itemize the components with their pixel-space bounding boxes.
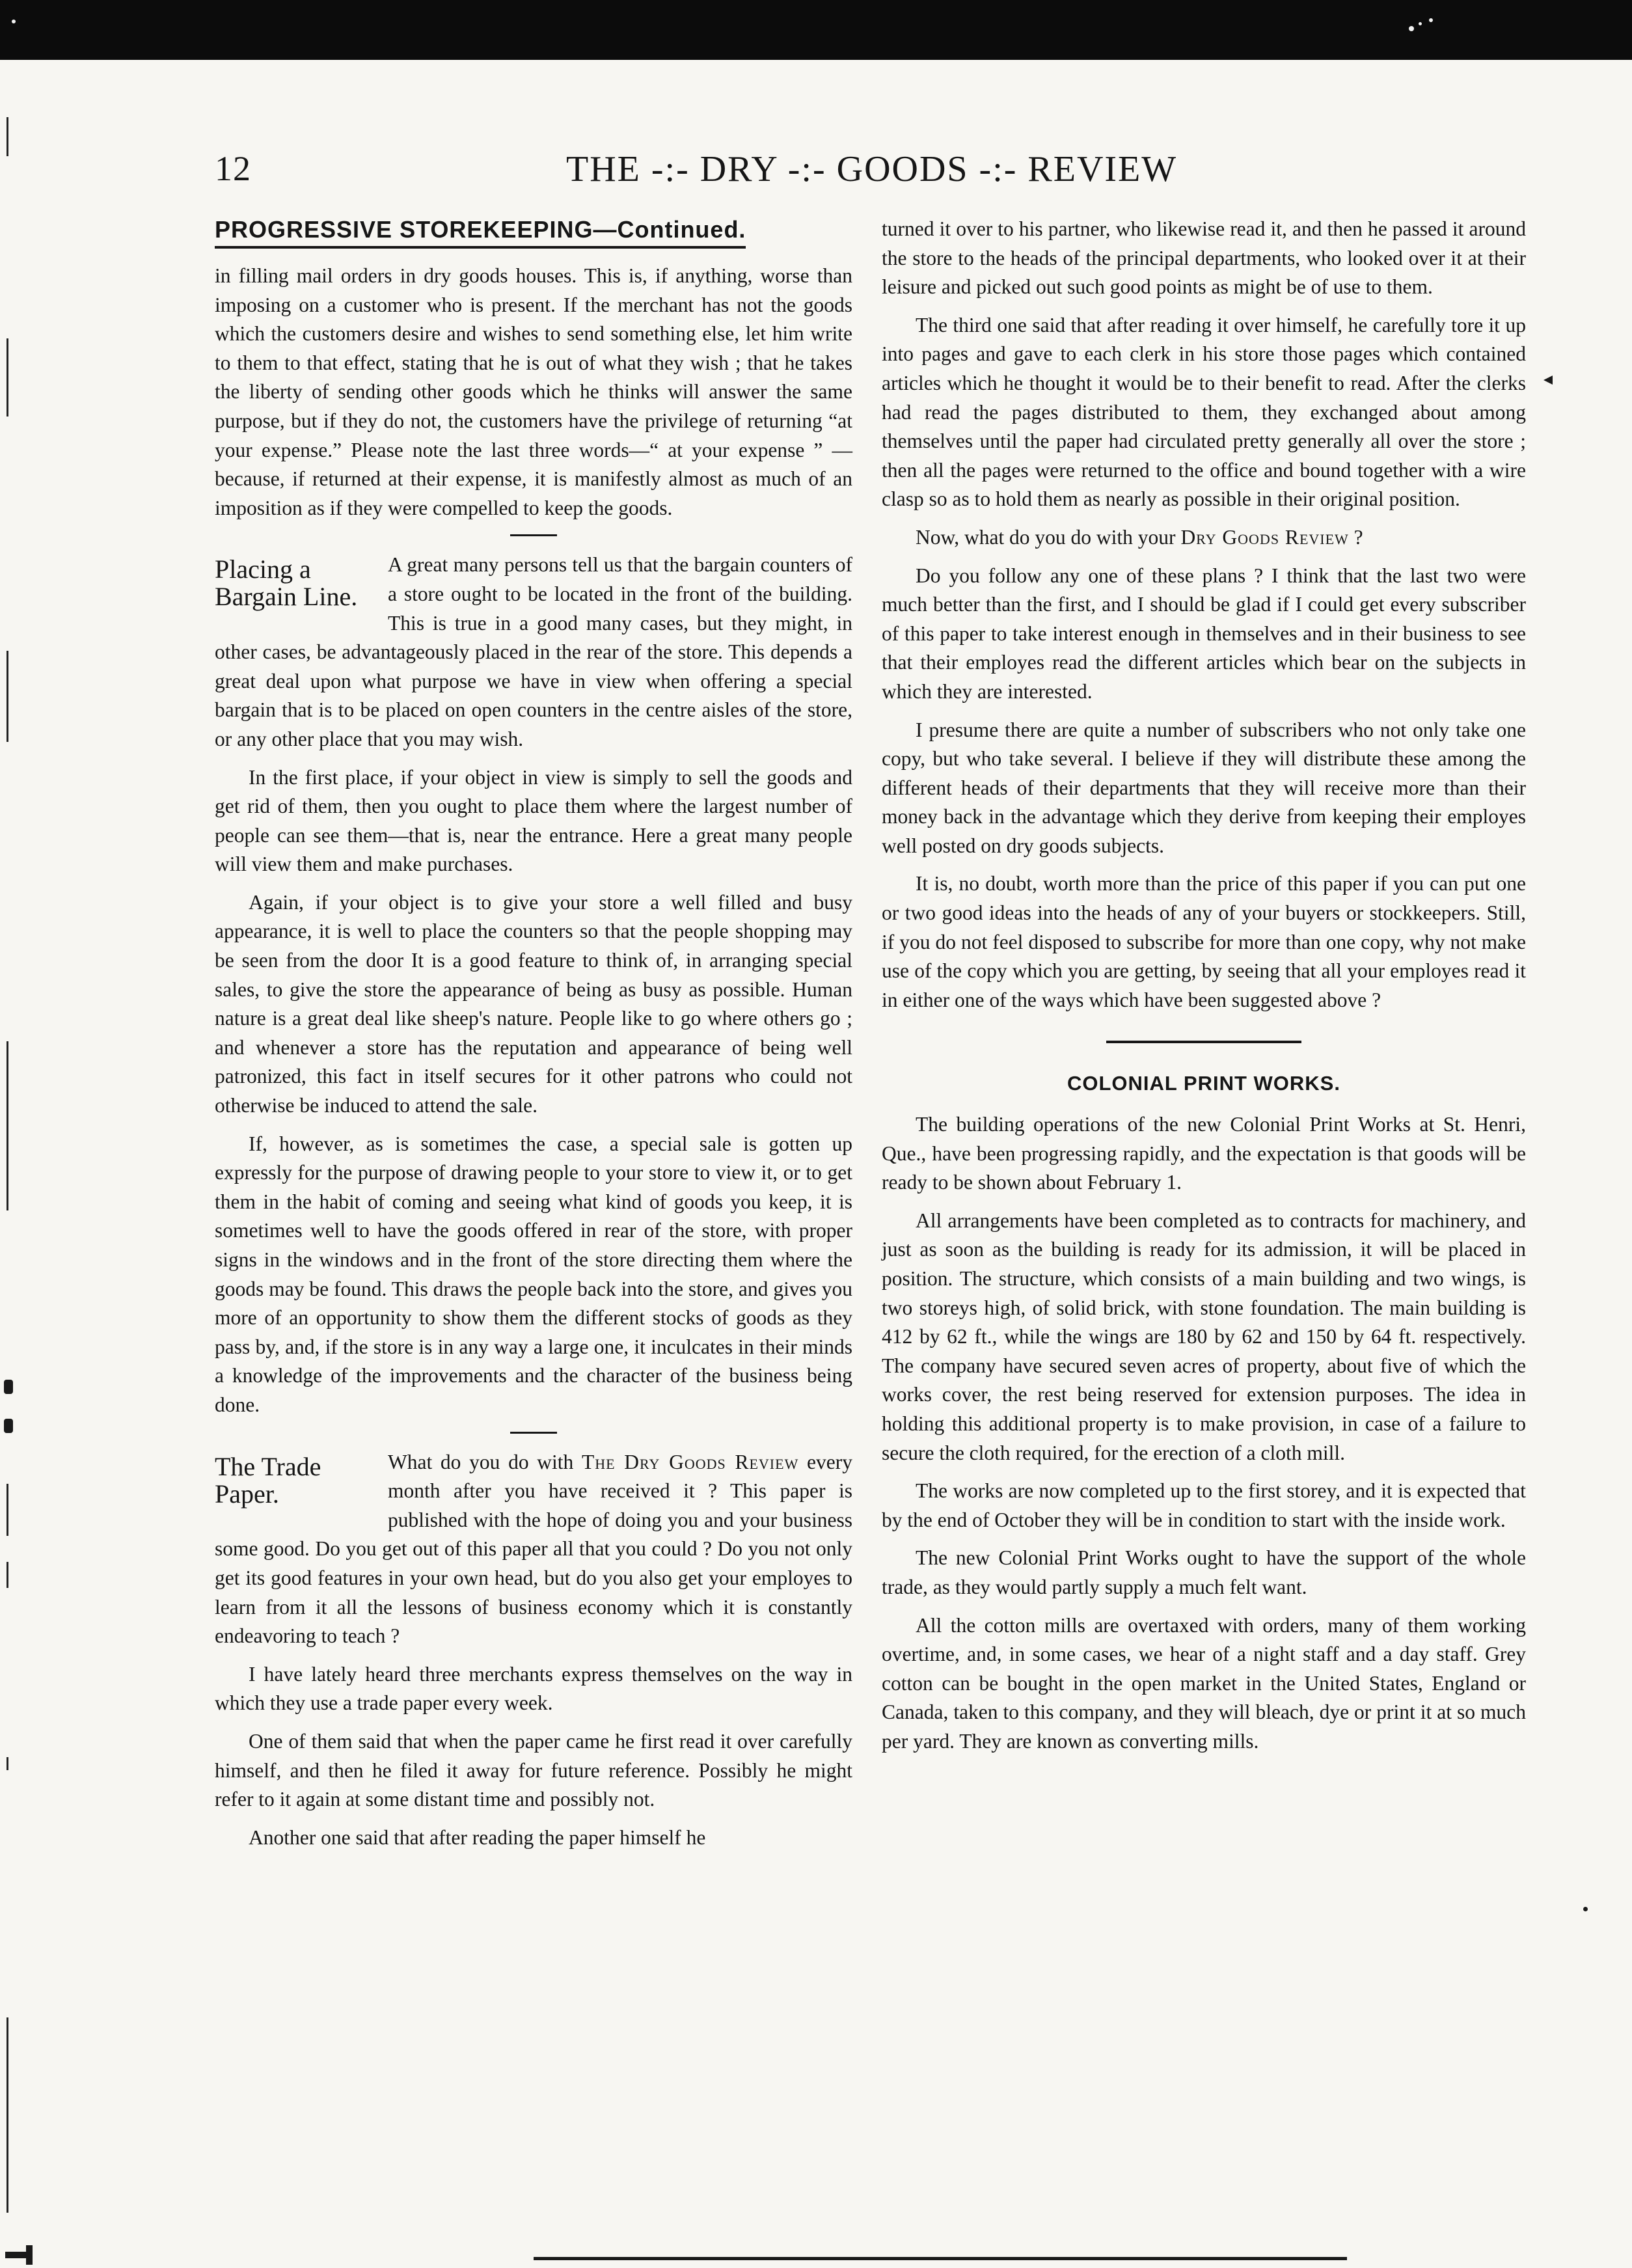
paragraph: Again, if your object is to give your store a well filled and busy appearance, it is well to place the counters so that the people shopping may be seen from the door It is a good feature to think of, in arranging special sales, to give the store the appearance of being as busy as possible. Human nature is a great deal like sheep's nature. People like to go where others go ; and whenever a store has the reputation and appearance of being well patronized, this fact in itself secures for it other patrons who could not otherwise be induced to attend the sale.	[215, 890, 852, 1117]
section-heading-progressive-storekeeping: PROGRESSIVE STOREKEEPING—Continued.	[215, 215, 746, 249]
paragraph-text: What do you do with	[388, 1450, 582, 1473]
paragraph	[882, 523, 1526, 553]
scan-bottom-rule	[534, 2257, 1347, 2260]
section-heading-colonial-print-works: COLONIAL PRINT WORKS.	[1067, 1072, 1340, 1095]
paragraph: In the first place, if your object in view is simply to sell the goods and get rid of them, then you ought to place them where the largest number of people can see them—that is, near the entrance. Here a great many people will view them and make purchases.	[215, 765, 852, 876]
paragraph: If, however, as is sometimes the case, a special sale is gotten up expressly for the purpose of drawing people to your store to view it, or to get them in the habit of coming and seeing what kind of goods you keep, it is sometimes well to have the goods offered in rear of the store, with proper signs in the windows and in the front of the store directing them where the goods may be found. This draws the people back into the store, and gives you more of an opportunity to show them the different stocks of goods as they pass by, and, if the store is in any way a large one, it inculcates in their minds a knowledge of the improvements and the character of the business being done.	[215, 1132, 852, 1416]
scan-speck	[1409, 26, 1414, 31]
masthead-title: THE -:- DRY -:- GOODS -:- REVIEW	[566, 149, 1178, 189]
paragraph: I presume there are quite a number of subscribers who not only take one copy, but who take several. I believe if they will distribute these among the different heads of their departments that they will receive more than their money back in the advantage which they derive from keeping their employes well posted on dry goods subjects.	[882, 718, 1526, 857]
page-header	[215, 142, 1438, 200]
paragraph: Do you follow any one of these plans ? I think that the last two were much better than the first, and I should be glad if I could get every subscriber of this paper to take interest enough in themselves and in their business to see that their employes read the different articles which bear on the subjects in which they are interested.	[882, 564, 1526, 703]
scan-left-edge	[4, 65, 13, 2239]
paragraph: The third one said that after reading it over himself, he carefully tore it up into pages and gave to each clerk in his store those pages which contained articles which he thought it would be to their benefit to read. After the clerks had read the pages distributed to them, they exchanged about among themselves until the paper had circulated pretty generally all over the store ; then all the pages were returned to the office and bound together with a wire clasp so as to hold them as nearly as possible in their original position.	[882, 313, 1526, 511]
divider	[510, 1432, 557, 1434]
paragraph: The new Colonial Print Works ought to have the support of the whole trade, as they would partly supply a much felt want.	[882, 1546, 1526, 1598]
scan-bottom-corner	[0, 2239, 46, 2268]
paragraph: One of them said that when the paper came he first read it over carefully himself, and then he filed it away for future reference. Possibly he might refer to it again at some distant time and possibly not.	[215, 1729, 852, 1811]
scan-speck	[1419, 22, 1422, 25]
margin-mark-icon	[1544, 376, 1553, 385]
right-column	[882, 215, 1526, 1766]
scan-top-border	[0, 0, 1632, 60]
side-heading-placing-bargain: Placing a Bargain Line.	[215, 554, 358, 612]
paragraph: Another one said that after reading the paper himself he	[249, 1825, 706, 1849]
paragraph-text: every month after you have received it ? This paper is published with the hope of doing you and your business some good. Do you get out of this paper all that you could ? Do you not only get its good features in your own head, but do you also get your employes to learn from it all the lessons of business economy which it is constantly endeavoring to teach ?	[215, 1450, 853, 1648]
paragraph-placing-bargain	[215, 551, 852, 754]
paragraph-text: ?	[1348, 525, 1363, 549]
margin-dot	[1583, 1907, 1588, 1911]
paragraph: The building operations of the new Colonial Print Works at St. Henri, Que., have been progressing rapidly, and the expectation is that goods will be ready to be shown about February 1.	[882, 1113, 1526, 1194]
publication-title: Dry Goods Review	[1180, 525, 1349, 549]
paragraph-text: Now, what do you do with your	[916, 525, 1181, 549]
side-heading-trade-paper: The Trade Paper.	[215, 1451, 321, 1509]
section-rule	[1106, 1041, 1301, 1043]
paragraph: turned it over to his partner, who likewise read it, and then he passed it around the store to the heads of the principal departments, who looked over it at their leisure and picked out such good points as might be of use to them.	[882, 217, 1526, 299]
page-number: 12	[215, 149, 251, 188]
left-column	[215, 215, 852, 1861]
paragraph: All arrangements have been completed as to contracts for machinery, and just as soon as the building is ready for its admission, it will be placed in position. The structure, which consists of a main building and two wings, is two storeys high, of solid brick, with stone foundation. The main building is 412 by 62 ft., while the wings are 180 by 62 and 150 by 64 ft. respectively. The company have secured seven acres of property, about five of which the works cover, the rest being reserved for extension purposes. The idea in holding this additional property is to make provision, in case of a failure to secure the cloth required, for the erection of a cloth mill.	[882, 1209, 1526, 1464]
publication-title: The Dry Goods Review	[582, 1450, 799, 1473]
scan-speck	[1429, 18, 1433, 22]
paragraph-trade-paper	[215, 1448, 852, 1651]
paragraph-text: A great many persons tell us that the bargain counters of a store ought to be located in the front of the building. This is true in a good many cases, but they might, in other cases, be advantageously placed in the rear of the store. This depends a great deal upon what purpose we have in view when offering a special bargain that is to be placed on open counters in the centre aisles of the store, or any other place that you may wish.	[215, 553, 852, 750]
divider	[510, 534, 557, 536]
paragraph: All the cotton mills are overtaxed with orders, many of them working overtime, and, in some cases, we hear of a night staff and a day staff. Grey cotton can be bought in the open market in the United States, England or Canada, taken to this company, and they will bleach, dye or print it at so much per yard. They are known as converting mills.	[882, 1613, 1526, 1753]
scan-speck	[12, 20, 16, 23]
paragraph: It is, no doubt, worth more than the price of this paper if you can put one or two good ideas into the heads of any of your buyers or stockkeepers. Still, if you do not feel disposed to subscribe for more than one copy, why not make use of the copy which you are getting, by seeing that all your employes read it in either one of the ways which have been suggested above ?	[882, 872, 1526, 1011]
paragraph: I have lately heard three merchants express themselves on the way in which they use a trade paper every week.	[215, 1662, 852, 1715]
paragraph: The works are now completed up to the first storey, and it is expected that by the end of October they will be in condition to start with the inside work.	[882, 1479, 1526, 1531]
paragraph: in filling mail orders in dry goods houses. This is, if anything, worse than imposing on a customer who is present. If the merchant has not the goods which the customers desire and wishes to send something else, let him write to them to that effect, stating that he is out of what they wish ; that he takes the liberty of sending other goods which he thinks will answer the same purpose, but if they do not, the customers have the privilege of returning “at your expense.” Please note the last three words—“ at your expense ” —because, if returned at their expense, it is manifestly almost as much of an imposition as if they were compelled to keep the goods.	[215, 264, 852, 519]
